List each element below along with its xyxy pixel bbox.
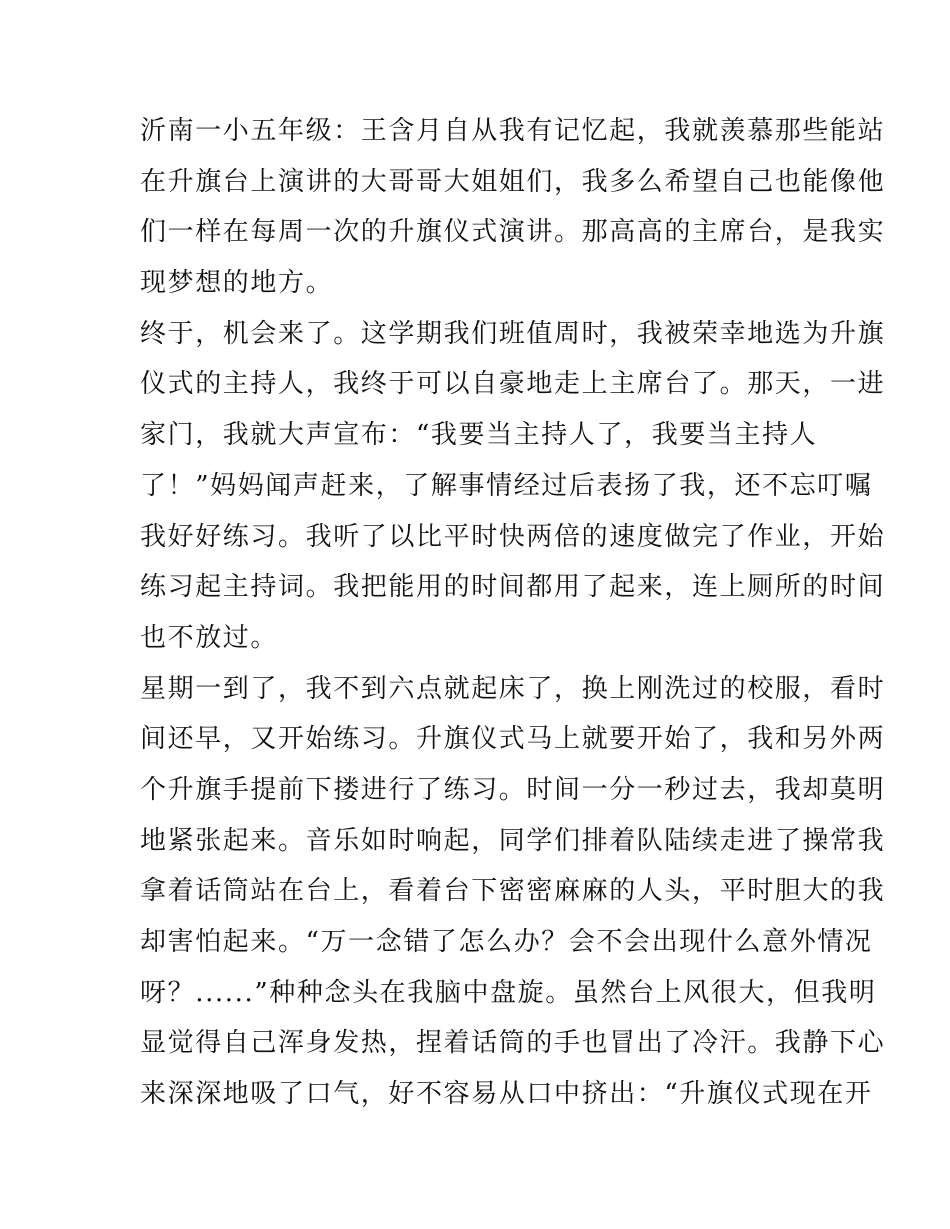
text-line: 终于，机会来了。这学期我们班值周时，我被荣幸地选为升旗 <box>140 318 886 349</box>
text-line: 显觉得自己浑身发热，捏着话筒的手也冒出了冷汗。我静下心 <box>140 1028 886 1059</box>
text-line: 呀？......”种种念头在我脑中盘旋。虽然台上风很大，但我明 <box>140 977 877 1008</box>
text-line: 了！”妈妈闻声赶来，了解事情经过后表扬了我，还不忘叮嘱 <box>140 470 873 501</box>
paragraph <box>140 314 886 669</box>
text-line: 现梦想的地方。 <box>140 268 334 299</box>
text-line: 家门，我就大声宣布：“我要当主持人了，我要当主持人 <box>140 420 818 451</box>
text-line: 来深深地吸了口气，好不容易从口中挤出：“升旗仪式现在开 <box>140 1079 873 1110</box>
text-line: 也不放过。 <box>140 622 279 653</box>
text-line: 们一样在每周一次的升旗仪式演讲。那高高的主席台，是我实 <box>140 217 886 248</box>
text-line: 仪式的主持人，我终于可以自豪地走上主席台了。那天，一进 <box>140 369 886 400</box>
text-line: 在升旗台上演讲的大哥哥大姐姐们，我多么希望自己也能像他 <box>140 166 886 197</box>
text-line: 间还早，又开始练习。升旗仪式马上就要开始了，我和另外两 <box>140 724 886 755</box>
text-line: 星期一到了，我不到六点就起床了，换上刚洗过的校服，看时 <box>140 673 886 704</box>
text-line: 却害怕起来。“万一念错了怎么办？会不会出现什么意外情况 <box>140 927 873 957</box>
text-line: 地紧张起来。音乐如时响起，同学们排着队陆续走进了操常我 <box>140 825 886 856</box>
paragraph <box>140 111 886 314</box>
text-line: 练习起主持词。我把能用的时间都用了起来，连上厕所的时间 <box>140 572 886 603</box>
text-line: 个升旗手提前下搂进行了练习。时间一分一秒过去，我却莫明 <box>140 774 886 805</box>
text-line: 沂南一小五年级：王含月自从我有记忆起，我就羡慕那些能站 <box>140 116 886 146</box>
text-line: 拿着话筒站在台上，看着台下密密麻麻的人头，平时胆大的我 <box>140 876 886 907</box>
text-line: 我好好练习。我听了以比平时快两倍的速度做完了作业，开始 <box>140 521 886 552</box>
document-page <box>140 111 886 1125</box>
paragraph <box>140 669 886 1125</box>
